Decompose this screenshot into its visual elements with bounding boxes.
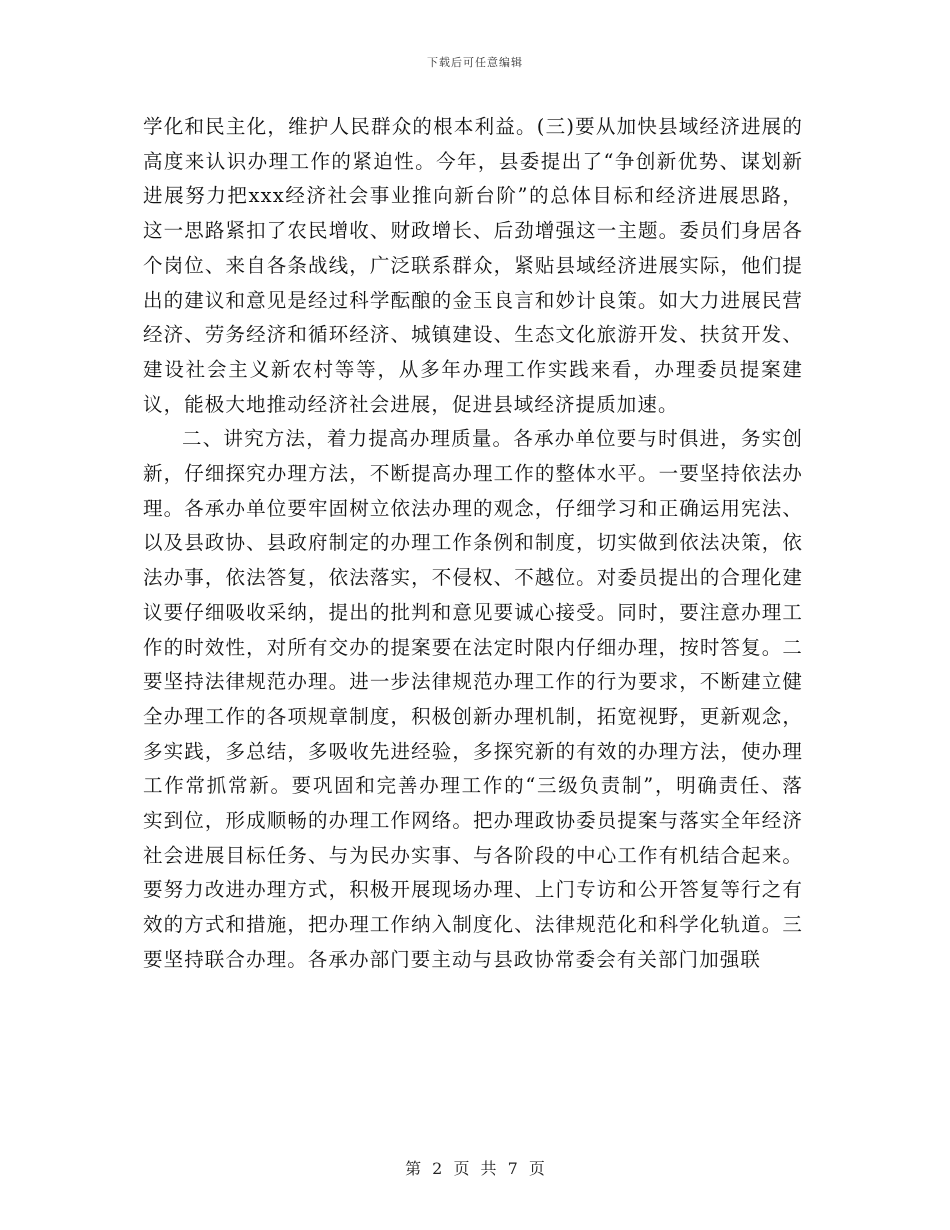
document-body: [143, 110, 803, 978]
page-number: 第 2 页 共 7 页: [405, 1159, 545, 1178]
paragraph-continued: 学化和民主化，维护人民群众的根本利益。(三)要从加快县域经济进展的高度来认识办理工作的紧迫性。今年，县委提出了“争创新优势、谋划新进展努力把xxx经济社会事业推向新台阶”的总体目标和经济进展思路，这一思路紧扣了农民增收、财政增长、后劲增强这一主题。委员们身居各个岗位、来自各条战线，广泛联系群众，紧贴县域经济进展实际，他们提出的建议和意见是经过科学酝酿的金玉良言和妙计良策。如大力进展民营经济、劳务经济和循环经济、城镇建设、生态文化旅游开发、扶贫开发、建设社会主义新农村等等，从多年办理工作实践来看，办理委员提案建议，能极大地推动经济社会进展，促进县域经济提质加速。: [143, 115, 803, 416]
paragraph-section-two: 二、讲究方法，着力提高办理质量。各承办单位要与时俱进，务实创新，仔细探究办理方法，不断提高办理工作的整体水平。一要坚持依法办理。各承办单位要牢固树立依法办理的观念，仔细学习和正确运用宪法、以及县政协、县政府制定的办理工作条例和制度，切实做到依法决策，依法办事，依法答复，依法落实，不侵权、不越位。对委员提出的合理化建议要仔细吸收采纳，提出的批判和意见要诚心接受。同时，要注意办理工作的时效性，对所有交办的提案要在法定时限内仔细办理，按时答复。二要坚持法律规范办理。进一步法律规范办理工作的行为要求，不断建立健全办理工作的各项规章制度，积极创新办理机制，拓宽视野，更新观念，多实践，多总结，多吸收先进经验，多探究新的有效的办理方法，使办理工作常抓常新。要巩固和完善办理工作的“三级负责制”，明确责任、落实到位，形成顺畅的办理工作网络。把办理政协委员提案与落实全年经济社会进展目标任务、与为民办实事、与各阶段的中心工作有机结合起来。要努力改进办理方式，积极开展现场办理、上门专访和公开答复等行之有效的方式和措施，把办理工作纳入制度化、法律规范化和科学化轨道。三要坚持联合办理。各承办部门要主动与县政协常委会有关部门加强联: [143, 427, 803, 971]
page-header-note: 下载后可任意编辑: [427, 56, 523, 69]
